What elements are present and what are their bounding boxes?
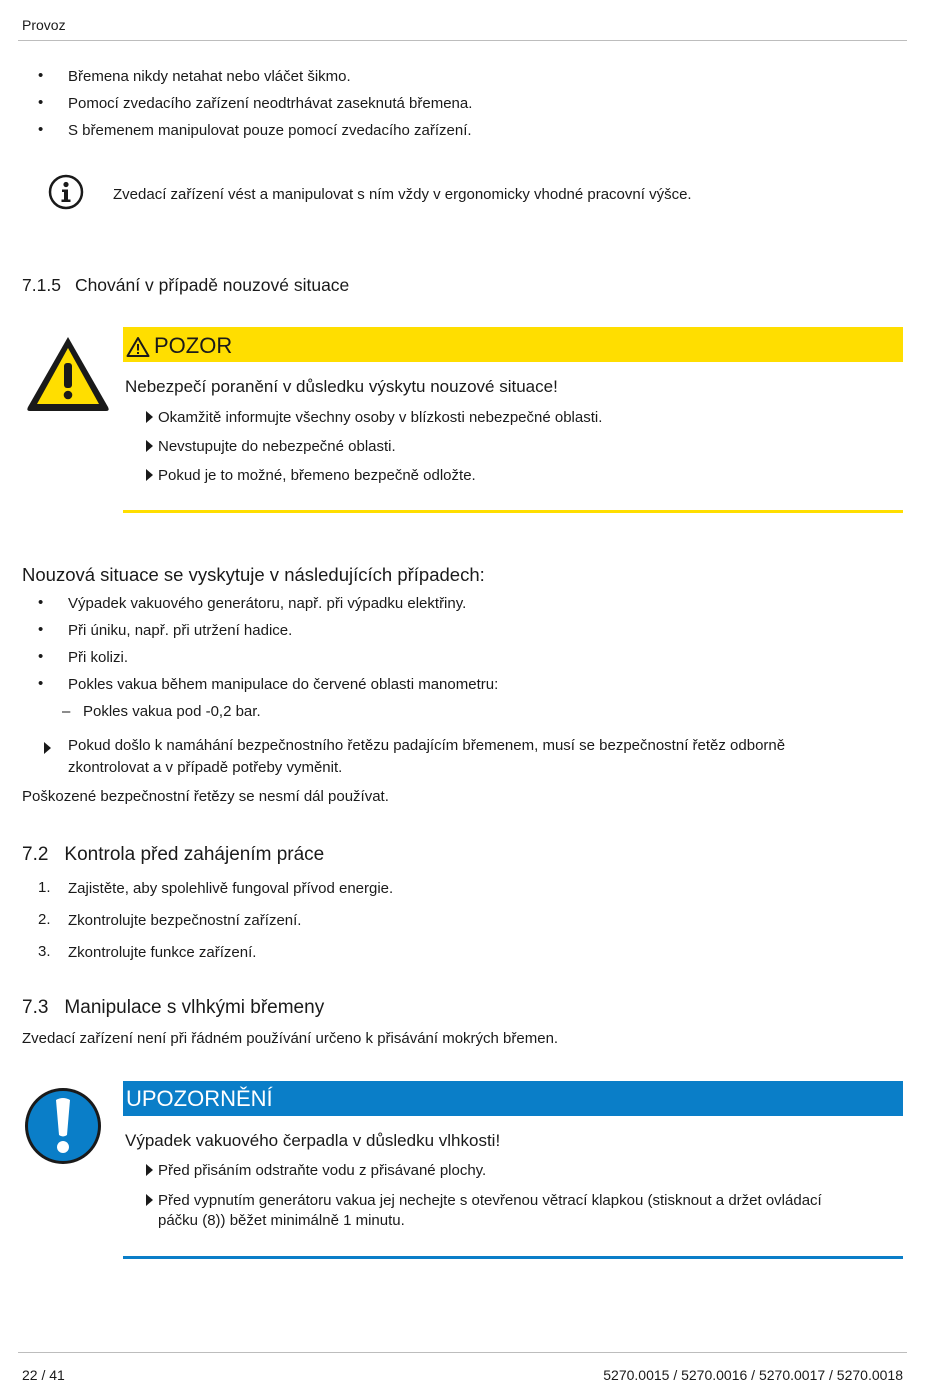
section-title: Manipulace s vlhkými břemeny [64, 997, 325, 1018]
bullet: • [38, 648, 44, 665]
warning-bottom-line [123, 510, 903, 513]
emergency-note: Poškozené bezpečnostní řetězy se nesmí dál používat. [22, 788, 389, 805]
step-text: Zajistěte, aby spolehlivě fungoval přívod energie. [68, 880, 394, 897]
action-text: Okamžitě informujte všechny osoby v blízkosti nebezpečné oblasti. [158, 409, 603, 426]
emergency-action-line-1: Pokud došlo k namáhání bezpečnostního řetězu padajícím břemenem, musí se bezpečnostní řetěz odborně [68, 737, 786, 754]
footer-rule [18, 1352, 907, 1353]
header-rule [18, 40, 907, 41]
page-number: 22 / 41 [22, 1367, 65, 1383]
emergency-bullet-3: Při kolizi. [68, 649, 129, 666]
warning-label: POZOR [154, 333, 233, 358]
section-heading-73 [22, 997, 324, 1019]
info-icon [48, 174, 84, 210]
step-number: 3. [38, 943, 51, 960]
action-text: Před vypnutím generátoru vakua jej nechejte s otevřenou větrací klapkou (stisknout a držet ovládací [158, 1192, 822, 1209]
emergency-heading: Nouzová situace se vyskytuje v následujících případech: [22, 564, 485, 585]
warning-subtitle: Nebezpečí poranění v důsledku výskytu nouzové situace! [125, 377, 558, 396]
bullet: • [38, 121, 44, 138]
section-73-text: Zvedací zařízení není při řádném používání určeno k přisávání mokrých břemen. [22, 1030, 559, 1047]
step-number: 1. [38, 879, 51, 896]
warning-action-2 [146, 436, 396, 458]
emergency-bullet-4: Pokles vakua během manipulace do červené oblasti manometru: [68, 676, 499, 693]
intro-bullet-2: Pomocí zvedacího zařízení neodtrhávat zaseknutá břemena. [68, 95, 473, 112]
doc-numbers: 5270.0015 / 5270.0016 / 5270.0017 / 5270.0018 [603, 1367, 903, 1383]
bullet: • [38, 675, 44, 692]
intro-bullet-3: S břemenem manipulovat pouze pomocí zvedacího zařízení. [68, 122, 472, 139]
notice-label: UPOZORNĚNÍ [126, 1086, 273, 1111]
notice-subtitle: Výpadek vakuového čerpadla v důsledku vlhkosti! [125, 1131, 501, 1150]
section-number: 7.1.5 [22, 275, 61, 295]
section-number: 7.2 [22, 844, 49, 865]
arrow-right-icon [146, 440, 153, 452]
warning-triangle-icon [24, 333, 112, 413]
arrow-right-icon [44, 740, 56, 757]
warning-action-1 [146, 407, 602, 429]
arrow-right-icon [146, 1164, 153, 1176]
section-title: Kontrola před zahájením práce [64, 844, 325, 865]
header-section: Provoz [22, 17, 66, 33]
bullet: • [38, 594, 44, 611]
section-title: Chování v případě nouzové situace [74, 275, 350, 295]
step-text: Zkontrolujte bezpečnostní zařízení. [68, 912, 302, 929]
notice-action-1 [146, 1160, 486, 1182]
emergency-sub-bullet: Pokles vakua pod -0,2 bar. [83, 703, 261, 720]
exclamation-circle-icon [24, 1087, 102, 1165]
emergency-bullet-2: Při úniku, např. při utržení hadice. [68, 622, 293, 639]
notice-action-2-cont: páčku (8)) běžet minimálně 1 minutu. [158, 1212, 405, 1229]
bullet: • [38, 67, 44, 84]
emergency-action-line-2: zkontrolovat a v případě potřeby vyměnit. [68, 759, 343, 776]
warning-header-bar [123, 327, 903, 362]
bullet: • [38, 94, 44, 111]
notice-bottom-line [123, 1256, 903, 1259]
action-text: Pokud je to možné, břemeno bezpečně odložte. [158, 467, 476, 484]
section-heading-715 [22, 275, 349, 296]
bullet: • [38, 621, 44, 638]
intro-bullet-1: Břemena nikdy netahat nebo vláčet šikmo. [68, 68, 351, 85]
arrow-right-icon [146, 1194, 153, 1206]
arrow-right-icon [146, 469, 153, 481]
notice-action-2 [146, 1190, 822, 1212]
info-note-text: Zvedací zařízení vést a manipulovat s ním vždy v ergonomicky vhodné pracovní výšce. [113, 186, 692, 203]
arrow-right-icon [146, 411, 153, 423]
step-number: 2. [38, 911, 51, 928]
warning-action-3 [146, 465, 476, 487]
warning-small-icon [126, 336, 150, 358]
emergency-bullet-1: Výpadek vakuového generátoru, např. při výpadku elektřiny. [68, 595, 467, 612]
dash: – [62, 703, 71, 720]
step-text: Zkontrolujte funkce zařízení. [68, 944, 257, 961]
section-number: 7.3 [22, 997, 49, 1018]
action-text: Před přisáním odstraňte vodu z přisávané plochy. [158, 1162, 487, 1179]
section-heading-72 [22, 844, 324, 866]
action-text: Nevstupujte do nebezpečné oblasti. [158, 438, 396, 455]
